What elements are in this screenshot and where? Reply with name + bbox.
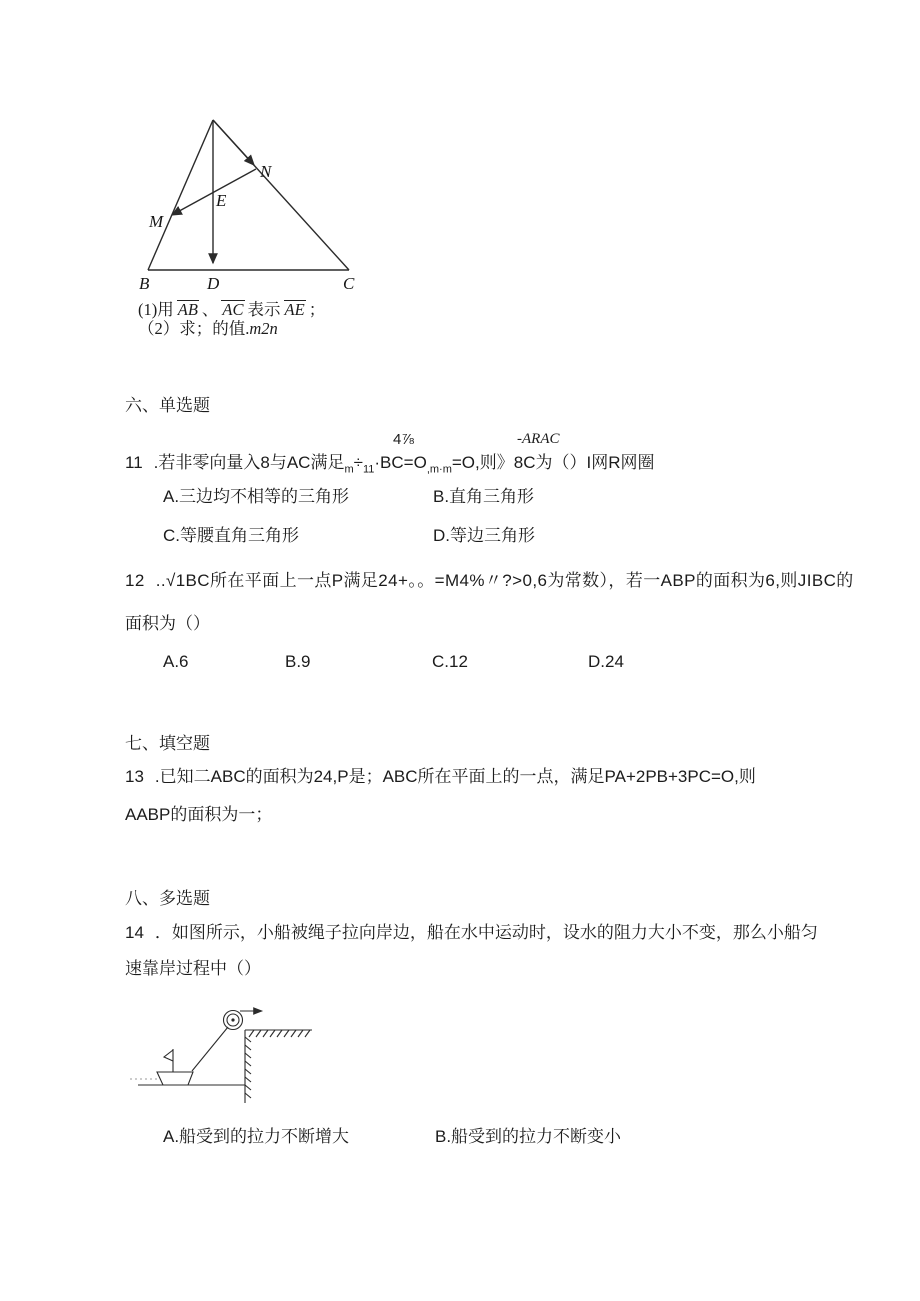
q14-text1: ．如图所示，小船被绳子拉向岸边，船在水中运动时，设水的阻力大小不变，那么小船匀 (154, 923, 818, 942)
vector-AC-text: AC (222, 300, 244, 319)
flag-pennant (164, 1050, 173, 1061)
q11-sub3: ,m·m (426, 463, 452, 476)
q2-math-italic: m2n (249, 319, 278, 338)
q11-seg2: ÷ (353, 453, 363, 472)
q14-option-B: B.船受到的拉力不断变小 (435, 1127, 622, 1146)
cliff-top-hatching (249, 1030, 310, 1037)
question-13-line1 (125, 766, 756, 787)
q11-seg4: =O,则》8C为（）I网R网圈 (451, 453, 655, 472)
boat-hull (157, 1072, 193, 1085)
q2-text: （2）求；的值. (138, 319, 250, 338)
q1-suffix: ； (308, 300, 326, 319)
q14-option-A: A.船受到的拉力不断增大 (163, 1127, 350, 1146)
cliff-wall-hatching (245, 1037, 251, 1098)
q12-option-B: B.9 (285, 652, 311, 671)
q14-number: 14 (125, 923, 144, 942)
q11-number: 11 (125, 453, 143, 472)
q1-prefix: (1)用 (138, 300, 174, 319)
vector-NM-arrow (172, 169, 256, 215)
label-E: E (216, 191, 227, 210)
q12-option-D: D.24 (588, 652, 624, 671)
label-N: N (260, 162, 272, 181)
vector-AE-text: AE (284, 300, 305, 319)
q11-sub1: m (344, 463, 354, 476)
q11-option-A: A.三边均不相等的三角形 (163, 487, 350, 506)
question-11-stem (125, 452, 655, 476)
q1-mid: 表示 (247, 300, 281, 319)
section-8-header: 八、多选题 (125, 889, 210, 908)
rope-line (192, 1027, 228, 1071)
sub-question-2 (138, 319, 278, 339)
question-14-line2: 速靠岸过程中（） (125, 959, 261, 978)
sub-question-1 (138, 300, 325, 320)
vector-AB-text: AB (177, 300, 198, 319)
vector-AN-arrow (213, 120, 254, 165)
q11-option-C: C.等腰直角三角形 (163, 526, 299, 545)
label-D: D (207, 274, 220, 293)
side-AB (148, 120, 213, 270)
q12-number: 12 (125, 571, 145, 590)
q11-sub2: 11 (362, 463, 375, 476)
q12-option-A: A.6 (163, 652, 189, 671)
section-7-header: 七、填空题 (125, 734, 210, 753)
q12-option-C: C.12 (432, 652, 468, 671)
q11-option-D: D.等边三角形 (433, 526, 535, 545)
q11-seg1: .若非零向量入8与AC满足 (153, 453, 345, 472)
label-M: M (149, 212, 164, 231)
q11-option-B: B.直角三角形 (433, 487, 535, 506)
label-C: C (343, 274, 355, 293)
pulley-axle (231, 1018, 234, 1021)
question-14-line1 (125, 922, 818, 943)
q1-separator: 、 (201, 300, 219, 319)
question-13-line2: AABP的面积为一； (125, 805, 273, 824)
q11-sup-expression: -ARAC (517, 431, 560, 447)
triangle-figure (130, 105, 375, 297)
question-12-line2: 面积为（） (125, 614, 210, 633)
q13-number: 13 (125, 767, 144, 786)
q11-sup-fraction: 4⅞ (393, 431, 414, 448)
label-B: B (139, 274, 150, 293)
question-12-line1 (125, 570, 854, 591)
section-6-header: 六、单选题 (125, 396, 210, 415)
boat-pulley-figure (130, 997, 335, 1112)
q12-text1: ..√1BC所在平面上一点P满足24+。。=M4%〃?>0,6为常数），若一ABP的面积为6,则JIBC的 (155, 571, 854, 590)
q11-seg3: ·BC=O (374, 453, 427, 472)
q13-text1: .已知二ABC的面积为24,P是；ABC所在平面上的一点，满足PA+2PB+3PC=O,则 (154, 767, 756, 786)
